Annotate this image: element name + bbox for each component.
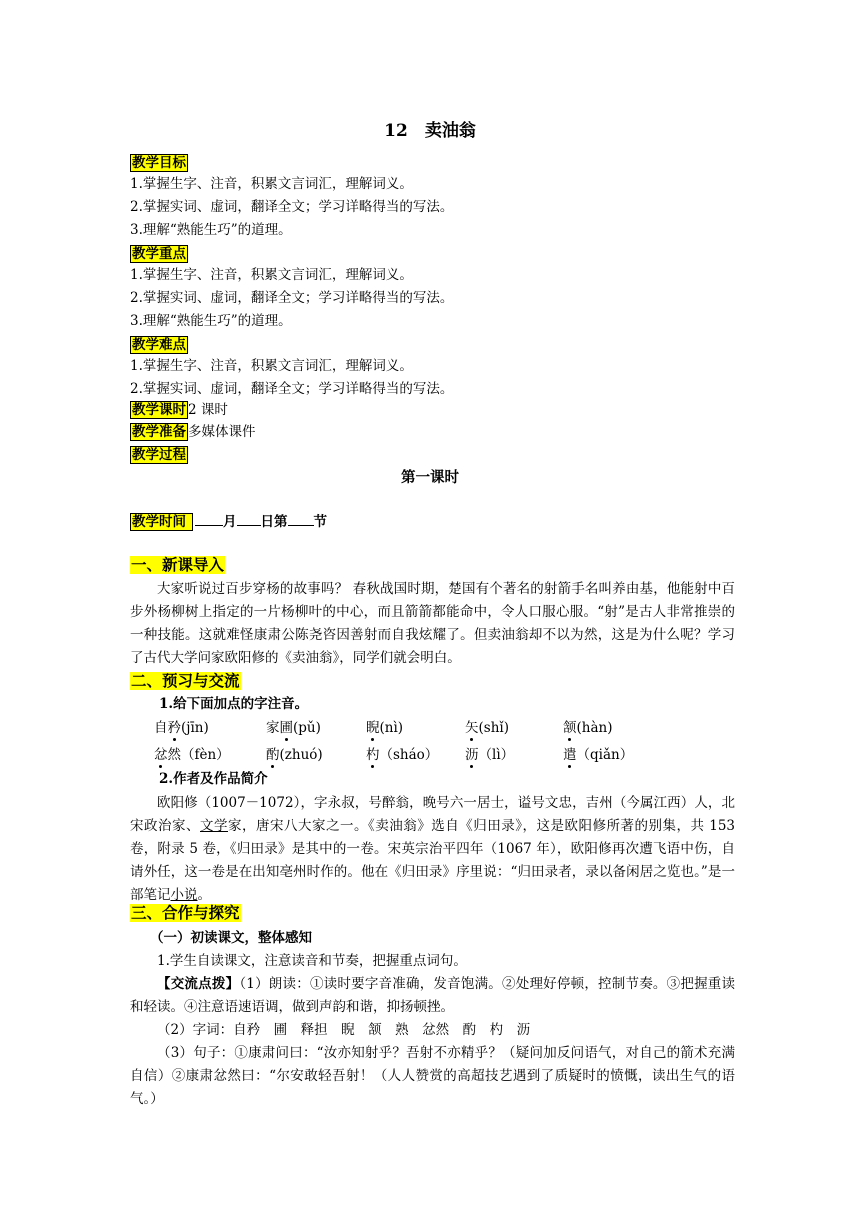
time-label: 教学时间: [130, 513, 193, 531]
tip-paragraph: 【交流点拨】（1）朗读：①读时要字音准确，发音饱满。②处理好停顿，控制节奏。③把握重读和轻读。④注意语速语调，做到声韵和谐，抑扬顿挫。: [130, 976, 735, 1015]
prep-value: 多媒体课件: [188, 424, 256, 440]
process-row: [130, 444, 188, 466]
link-novel[interactable]: 小说: [170, 887, 198, 903]
hours-value: 2 课时: [188, 402, 228, 418]
difficulties-label: 教学难点: [132, 337, 186, 353]
section1-heading: 一、新课导入: [131, 556, 225, 574]
objective-item: 2.掌握实词、虚词，翻译全文；学习详略得当的写法。: [130, 199, 454, 215]
pinyin-item: 家圃(pǔ): [266, 720, 321, 736]
key-point-item: 2.掌握实词、虚词，翻译全文；学习详略得当的写法。: [130, 290, 454, 306]
pinyin-item: 酌(zhuó): [266, 747, 323, 763]
intro-paragraph: 大家听说过百步穿杨的故事吗？ 春秋战国时期，楚国有个著名的射箭手名叫养由基，他能射中百步外杨柳树上指定的一片杨柳叶的中心，而且箭箭都能命中，令人口服心服。“射”是古人非常推崇的一种技能。这就难怪康肃公陈尧咨因善射而自我炫耀了。但卖油翁却不以为然，这是为什么呢？学习了古代大学问家欧阳修的《卖油翁》，同学们就会明白。: [130, 581, 735, 666]
hours-label: 教学课时: [132, 402, 186, 418]
time-row: [130, 511, 327, 533]
pinyin-item: 杓（sháo）: [366, 747, 439, 763]
prep-label: 教学准备: [132, 424, 186, 440]
objective-item: 1.掌握生字、注音，积累文言词汇，理解词义。: [130, 176, 413, 192]
section2-heading-wrap: [130, 670, 241, 692]
key-point-item: 3.理解“熟能生巧”的道理。: [130, 313, 292, 329]
day-label: 日第: [260, 514, 288, 530]
objective-item: 3.理解“熟能生巧”的道理。: [130, 222, 292, 238]
process-label: 教学过程: [132, 447, 186, 463]
key-points-block: [130, 243, 188, 263]
words-line: （2）字词：自矜 圃 释担 睨 颔 熟 忿然 酌 杓 沥: [157, 1022, 531, 1038]
objectives-block: [130, 152, 188, 172]
pinyin-item: 沥（lì）: [465, 747, 515, 763]
question-1: 1.给下面加点的字注音。: [159, 696, 309, 712]
question-2: 2.作者及作品简介: [159, 771, 268, 787]
day-blank[interactable]: [237, 511, 261, 526]
tip-label: 【交流点拨】: [157, 976, 240, 992]
section2-heading: 二、预习与交流: [131, 672, 240, 690]
lesson-title: 第一课时: [401, 469, 459, 486]
subsection-1: （一）初读课文，整体感知: [150, 930, 312, 946]
pinyin-item: 颔(hàn): [563, 720, 613, 736]
pinyin-item: 自矜(jīn): [154, 720, 209, 736]
hours-row: [130, 399, 228, 421]
document-title: 12 卖油翁: [384, 121, 476, 141]
difficulty-item: 2.掌握实词、虚词，翻译全文；学习详略得当的写法。: [130, 381, 454, 397]
prep-row: [130, 421, 256, 443]
period-label: 节: [313, 514, 327, 530]
period-blank[interactable]: [288, 511, 314, 526]
link-literature[interactable]: 文学: [200, 818, 228, 834]
difficulties-block: [130, 334, 188, 354]
section1-heading-wrap: [130, 554, 225, 576]
month-label: 月: [223, 514, 237, 530]
sentences-paragraph: （3）句子：①康肃问曰：“汝亦知射乎？吾射不亦精乎？（疑问加反问语气，对自己的箭术充满自信）②康肃忿然曰：“尔安敢轻吾射！（人人赞赏的高超技艺遇到了质疑时的愤慨，读出生气的语气。）: [130, 1045, 735, 1107]
step-1: 1.学生自读课文，注意读音和节奏，把握重点词句。: [157, 953, 467, 969]
pinyin-item: 睨(nì): [366, 720, 404, 736]
key-point-item: 1.掌握生字、注音，积累文言词汇，理解词义。: [130, 267, 413, 283]
month-blank[interactable]: [195, 511, 223, 526]
section3-heading: 三、合作与探究: [131, 904, 240, 922]
pinyin-item: 矢(shǐ): [465, 720, 509, 736]
pinyin-item: 忿然（fèn）: [154, 747, 230, 763]
objectives-label: 教学目标: [132, 155, 186, 171]
key-points-label: 教学重点: [132, 246, 186, 262]
pinyin-item: 遣（qiǎn）: [563, 747, 634, 763]
author-paragraph: 欧阳修（1007－1072），字永叔，号醉翁，晚号六一居士，谥号文忠，吉州（今属江西）人，北宋政治家、文学家，唐宋八大家之一。《卖油翁》选自《归田录》，这是欧阳修所著的别集，共 153 卷，附录 5 卷，《归田录》是其中的一卷。宋英宗治平四年（1067 年），欧阳修再次遭飞语中伤，自请外任，这一卷是在出知亳州时作的。他在《归田录》序里说：“归田录者，录以备闲居之览也。”是一部笔记小说。: [130, 795, 736, 903]
difficulty-item: 1.掌握生字、注音，积累文言词汇，理解词义。: [130, 358, 413, 374]
section3-heading-wrap: [130, 902, 241, 924]
